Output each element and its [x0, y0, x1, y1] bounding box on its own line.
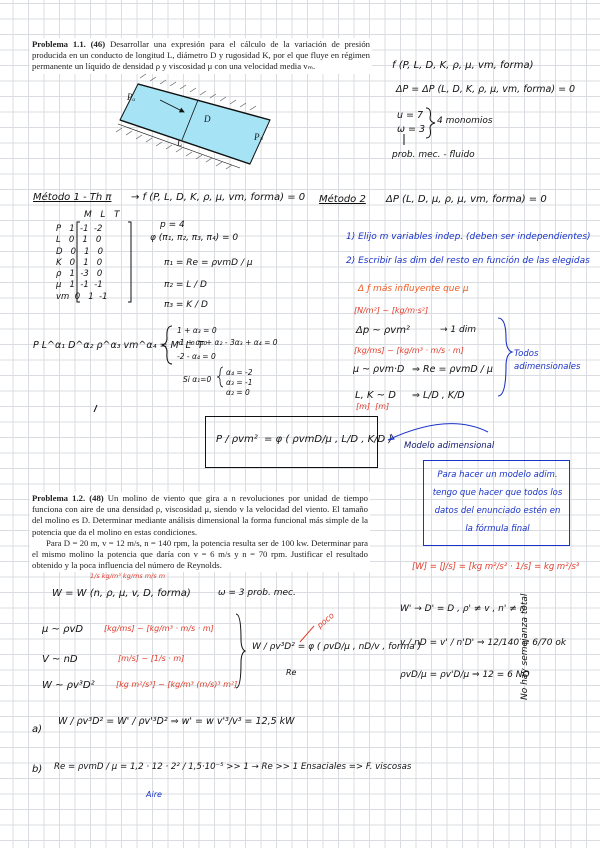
- windmill-function: W = W (n, ρ, μ, v, D, forma): [52, 588, 191, 599]
- dim-row: D 0 1 0: [56, 246, 104, 257]
- solution-label: Si α₁=0: [183, 375, 212, 384]
- system-eq-1: 1 + α₃ = 0: [177, 326, 217, 335]
- power-units: [W] = [J/s] = [kg m²/s² · 1/s] = kg m²/s³: [412, 562, 580, 572]
- note-monomios: 4 monomios: [437, 116, 493, 126]
- windmill-result: W / ρv³D² = φ ( ρvD/μ , nD/v , forma ): [252, 642, 422, 652]
- note-todos: Todos adimensionales: [514, 349, 581, 372]
- phi-function: φ (π₁, π₂, π₃, π₄) = 0: [150, 233, 239, 243]
- windmill-mu: μ ~ ρvD: [42, 624, 84, 635]
- part-a-equation: W / ρv³D² = W' / ρv'³D² ⇒ w' = w v'³/v³ = 12,5 kW: [58, 716, 295, 727]
- dim-row: ρ 1 -3 0: [56, 269, 103, 280]
- method-1-title: Método 1 - Th π: [33, 192, 112, 203]
- similarity-2: v / nD = v' / n'D' ⇒ 12/140 = 6/70 ok: [400, 638, 567, 648]
- problem-2-text: Un molino de viento que gira a n revoluciones por unidad de tiempo funciona con aire de una densidad ρ, viscosidad μ, siendo v la velocidad del viento. El tamaño del molino es D. Determinar mediante análisis dimensional la forma funcional más simple de la potencia que da el molino en estas condiciones.: [32, 493, 369, 537]
- no-similarity-note: No hay semejanza total: [520, 593, 530, 700]
- l-k-ratios: ⇒ L/D , K/D: [412, 390, 465, 401]
- windmill-w-units: [kg m²/s³] ~ [kg/m³ (m/s)³ m²]: [116, 680, 238, 689]
- pipe-d-label: D: [204, 114, 211, 124]
- windmill-v: V ~ nD: [42, 654, 78, 665]
- problem-1-number: (46): [90, 39, 106, 49]
- windmill-re-label: Re: [286, 668, 297, 677]
- note-function-f: f (P, L, D, K, ρ, μ, vm, forma): [392, 60, 534, 71]
- system-eq-3: -2 - α₄ = 0: [177, 352, 216, 361]
- units-viscosity: [kg/ms] ~ [kg/m³ · m/s · m]: [354, 346, 464, 355]
- result-lhs: P / ρvm²: [216, 434, 258, 445]
- aire-label: Aire: [146, 790, 162, 799]
- l-k-d: L, K ~ D: [355, 390, 396, 401]
- method-2-function: ΔP (L, D, μ, ρ, μ, vm, forma) = 0: [386, 194, 547, 205]
- problem-2-label: Problema 1.2.: [32, 493, 86, 503]
- dim-row: P 1 -1 -2: [56, 224, 103, 234]
- problem-1-label: Problema 1.1.: [32, 39, 86, 49]
- problem-2-number: (48): [89, 493, 104, 503]
- pipe-l-label: L: [177, 138, 183, 148]
- solution-2: α₃ = -1: [226, 378, 253, 387]
- step-1: 1) Elijo m variables indep. (deben ser independientes): [346, 232, 591, 242]
- windmill-v-units: [m/s] ~ [1/s · m]: [118, 654, 185, 663]
- note-omega: ω = 3: [397, 124, 425, 135]
- problem-2-text-2: Para D = 20 m, v = 12 m/s, n = 140 rpm, la potencia resulta ser de 100 kw. Determinar para el mismo molino la potencia que daría con v = 6 m/s y n = 70 rpm. Justificar el resultado obtenido y la poca influencia del número de Reynolds.: [32, 537, 368, 571]
- dim-row: μ 1 -1 -1: [56, 280, 103, 291]
- units-meters: [m] [m]: [356, 402, 390, 411]
- mu-rho-vm-d: μ ~ ρvm·D: [353, 364, 405, 375]
- note-prob-mec: prob. mec. - fluido: [392, 150, 475, 160]
- step-2: 2) Escribir las dim del resto en función de las elegidas: [346, 256, 590, 266]
- part-b-label: b): [32, 764, 43, 775]
- note-modelo: Modelo adimensional: [404, 441, 495, 451]
- step-3: Δ ƒ más influyente que μ: [358, 284, 469, 294]
- windmill-omega: ω = 3 prob. mec.: [218, 588, 296, 598]
- pipe-p-out-label: Pₛ: [254, 132, 263, 142]
- solution-3: α₂ = 0: [226, 388, 250, 397]
- dp-rho-vm2: Δp ~ ρvm²: [356, 325, 410, 336]
- blue-note-text: Para hacer un modelo adim. tengo que hacer que todos los datos del enunciado estén en la fórmula final: [432, 470, 563, 534]
- part-a-label: a): [32, 724, 43, 735]
- system-eq-2: -1 + α₁ + α₂ - 3α₃ + α₄ = 0: [177, 338, 278, 347]
- result-rhs: = φ ( ρvmD/μ , L/D , K/D ): [264, 434, 393, 445]
- dim-row: K 0 1 0: [56, 257, 103, 268]
- dim-row: L 0 1 0: [56, 235, 102, 246]
- note-u: u = 7: [397, 110, 424, 121]
- method-1-function: → f (P, L, D, K, ρ, μ, vm, forma) = 0: [131, 192, 306, 203]
- windmill-poco: poco: [315, 610, 336, 631]
- dim-header: M L T: [84, 210, 120, 220]
- windmill-w: W ~ ρv³D²: [42, 680, 95, 691]
- part-b-equation: Re = ρvmD / μ = 1,2 · 12 · 2² / 1,5·10⁻⁵ >> 1 → Re >> 1 Ensaciales => F. viscosas: [54, 762, 412, 772]
- pipe-p-in-label: Pₐ: [127, 92, 136, 102]
- windmill-units-row: 1/s kg/m³ kg/ms m/s m: [90, 572, 166, 580]
- method-2-title: Método 2: [319, 194, 366, 205]
- similarity-1: W' → D' = D , ρ' ≠ v , n' ≠ n: [400, 604, 526, 614]
- note-delta-p: ΔP = ΔP (L, D, K, ρ, μ, vm, forma) = 0: [396, 84, 576, 95]
- pi-2: π₂ = L / D: [164, 280, 207, 290]
- dp-one-dim: → 1 dim: [440, 325, 476, 335]
- pi-1: π₁ = Re = ρvmD / μ: [164, 258, 253, 268]
- dim-row: vm 0 1 -1: [56, 291, 108, 302]
- units-pressure: [N/m²] ~ [kg/m·s²]: [354, 306, 429, 315]
- p-equals-4: p = 4: [160, 220, 185, 230]
- windmill-mu-units: [kg/ms] ~ [kg/m³ · m/s · m]: [104, 624, 214, 633]
- reynolds-result: ⇒ Re = ρvmD / μ: [412, 364, 493, 375]
- main-exponent-equation: P L^α₁ D^α₂ ρ^α₃ vm^α₄ = M⁰ L⁰ T⁰: [33, 340, 208, 351]
- pi-3: π₃ = K / D: [164, 300, 208, 310]
- problem-1-text: Desarrollar una expresión para el cálculo de la variación de presión producida en un conducto de longitud L, diámetro D y rugosidad K, por el que fluye en régimen permanente un líquido de densidad ρ y viscosidad μ con una velocidad media vₘ.: [32, 39, 371, 72]
- solution-1: α₄ = -2: [226, 368, 253, 377]
- similarity-3: ρvD/μ = ρv'D/μ ⇒ 12 = 6 NO: [400, 670, 530, 680]
